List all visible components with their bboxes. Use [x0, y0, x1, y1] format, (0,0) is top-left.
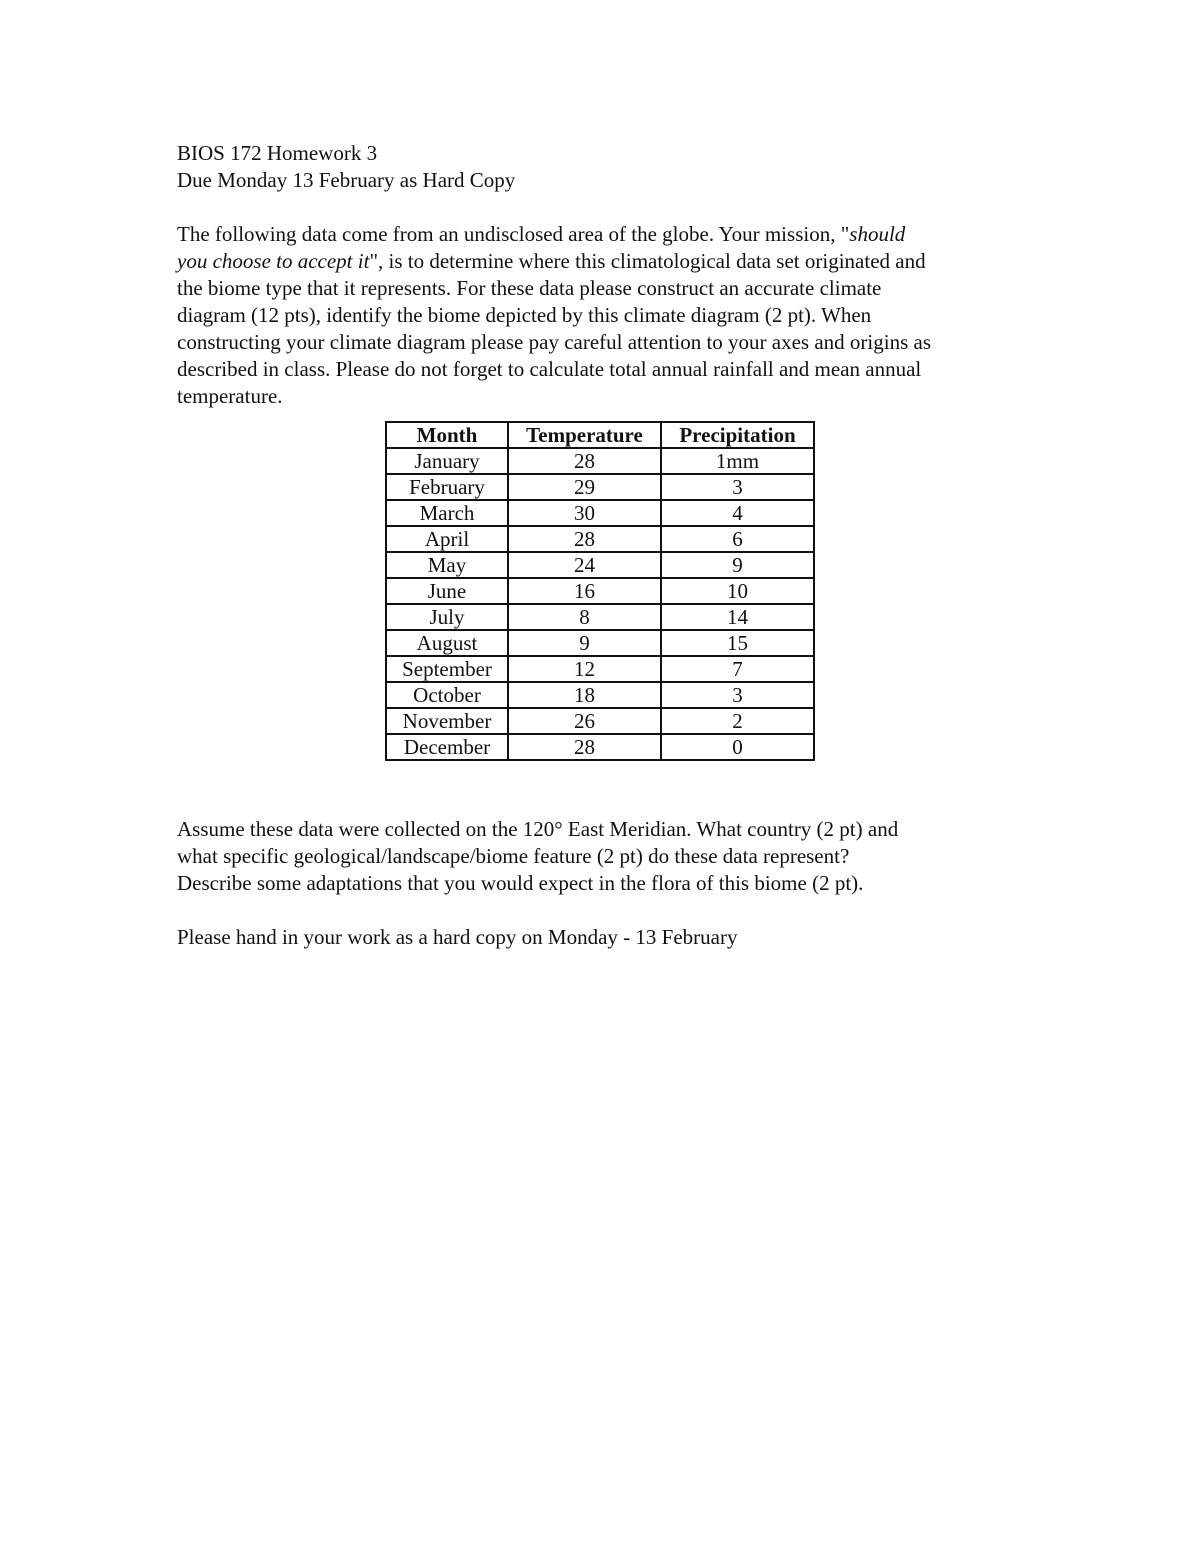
- table-row: [386, 708, 814, 734]
- cell-month: May: [386, 552, 508, 578]
- questions-paragraph: [177, 816, 1037, 897]
- cell-temperature: 28: [508, 734, 661, 760]
- cell-month: January: [386, 448, 508, 474]
- cell-precipitation: 3: [661, 682, 814, 708]
- table-header-row: [386, 422, 814, 448]
- spacer: [177, 194, 1037, 221]
- closing-instruction: Please hand in your work as a hard copy on Monday - 13 February: [177, 925, 738, 949]
- table-row: [386, 630, 814, 656]
- question-line-3: Describe some adaptations that you would expect in the flora of this biome (2 pt).: [177, 871, 864, 895]
- cell-precipitation: 14: [661, 604, 814, 630]
- cell-precipitation: 9: [661, 552, 814, 578]
- due-date: Due Monday 13 February as Hard Copy: [177, 168, 516, 192]
- cell-precipitation: 4: [661, 500, 814, 526]
- cell-month: December: [386, 734, 508, 760]
- cell-month: July: [386, 604, 508, 630]
- table-body: [386, 448, 814, 760]
- table-row: [386, 656, 814, 682]
- cell-month: March: [386, 500, 508, 526]
- intro-line-2: you choose to accept it", is to determine where this climatological data set originated and: [177, 249, 926, 273]
- table-row: [386, 578, 814, 604]
- climate-table-container: [385, 421, 1037, 761]
- cell-month: February: [386, 474, 508, 500]
- cell-month: October: [386, 682, 508, 708]
- climate-data-table: [385, 421, 815, 761]
- table-row: [386, 552, 814, 578]
- cell-month: April: [386, 526, 508, 552]
- cell-temperature: 28: [508, 448, 661, 474]
- table-row: [386, 526, 814, 552]
- course-title: BIOS 172 Homework 3: [177, 141, 378, 165]
- header-temperature: Temperature: [508, 422, 661, 448]
- cell-temperature: 9: [508, 630, 661, 656]
- cell-temperature: 26: [508, 708, 661, 734]
- intro-line-6: described in class. Please do not forget to calculate total annual rainfall and mean annual: [177, 357, 922, 381]
- table-row: [386, 500, 814, 526]
- cell-temperature: 24: [508, 552, 661, 578]
- cell-temperature: 28: [508, 526, 661, 552]
- intro-line-1: The following data come from an undisclosed area of the globe. Your mission, "should: [177, 222, 906, 246]
- question-line-1: Assume these data were collected on the 120° East Meridian. What country (2 pt) and: [177, 817, 899, 841]
- cell-temperature: 30: [508, 500, 661, 526]
- table-row: [386, 474, 814, 500]
- header-month: Month: [386, 422, 508, 448]
- cell-precipitation: 1mm: [661, 448, 814, 474]
- intro-paragraph: [177, 221, 1037, 410]
- cell-precipitation: 15: [661, 630, 814, 656]
- cell-month: September: [386, 656, 508, 682]
- header-precipitation: Precipitation: [661, 422, 814, 448]
- cell-temperature: 18: [508, 682, 661, 708]
- table-row: [386, 682, 814, 708]
- table-row: [386, 448, 814, 474]
- cell-temperature: 16: [508, 578, 661, 604]
- spacer: [177, 897, 1037, 924]
- cell-precipitation: 2: [661, 708, 814, 734]
- cell-temperature: 29: [508, 474, 661, 500]
- intro-line-7: temperature.: [177, 384, 283, 408]
- cell-month: November: [386, 708, 508, 734]
- document-page: [177, 140, 1037, 951]
- table-row: [386, 734, 814, 760]
- cell-precipitation: 7: [661, 656, 814, 682]
- intro-line-3: the biome type that it represents. For these data please construct an accurate climate: [177, 276, 882, 300]
- table-row: [386, 604, 814, 630]
- cell-month: June: [386, 578, 508, 604]
- cell-precipitation: 0: [661, 734, 814, 760]
- intro-line-5: constructing your climate diagram please pay careful attention to your axes and origins as: [177, 330, 932, 354]
- cell-precipitation: 10: [661, 578, 814, 604]
- intro-line-4: diagram (12 pts), identify the biome depicted by this climate diagram (2 pt). When: [177, 303, 872, 327]
- cell-month: August: [386, 630, 508, 656]
- cell-temperature: 12: [508, 656, 661, 682]
- cell-temperature: 8: [508, 604, 661, 630]
- cell-precipitation: 3: [661, 474, 814, 500]
- question-line-2: what specific geological/landscape/biome feature (2 pt) do these data represent?: [177, 844, 850, 868]
- cell-precipitation: 6: [661, 526, 814, 552]
